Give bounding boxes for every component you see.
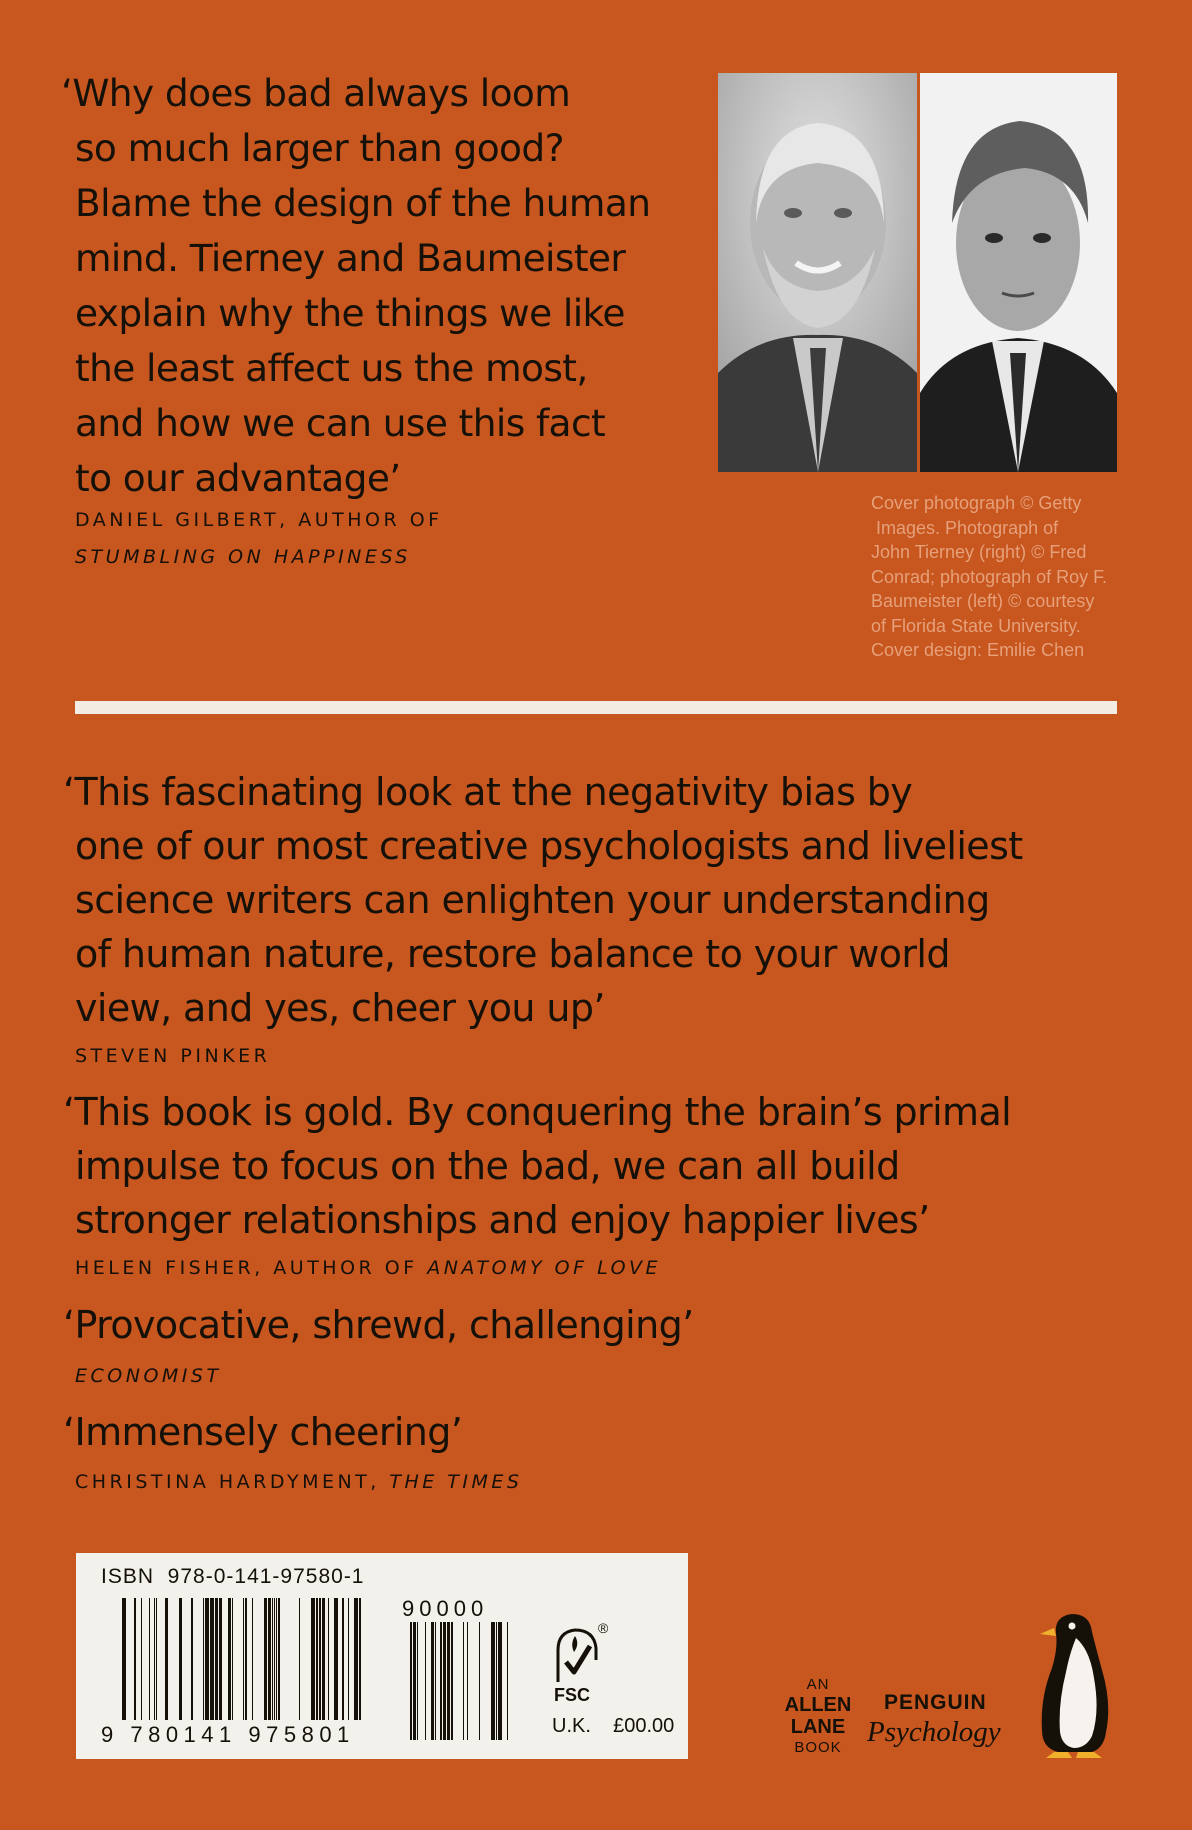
barcode-bar [342,1598,344,1720]
quote-line: ‘Immensely cheering’ [63,1410,463,1454]
barcode-bar [447,1622,450,1740]
price-label: U.K. £00.00 [552,1715,675,1737]
quote-line: so much larger than good? [75,126,564,170]
barcode-bar [156,1598,157,1720]
barcode-bar [205,1598,209,1720]
attribution-work-title: ANATOMY OF LOVE [427,1257,662,1279]
barcode-bar [507,1622,508,1740]
barcode-bar [431,1622,434,1740]
attribution-name: HELEN FISHER, AUTHOR OF [75,1257,428,1279]
quote-line: mind. Tierney and Baumeister [75,236,626,280]
psychology-wordmark: Psychology [867,1716,1001,1748]
quote-line: science writers can enlighten your understanding [75,878,990,922]
barcode-bar [191,1598,193,1720]
barcode-bar [245,1598,247,1720]
portrait-baumeister [718,73,917,472]
attribution-economist [75,1365,222,1387]
barcode-bar [149,1598,150,1720]
quote-fisher [63,1085,1011,1247]
imprint-allen: ALLEN [784,1694,852,1716]
barcode-bar [319,1598,321,1720]
barcode-bar [264,1598,267,1720]
quote-line: ‘Provocative, shrewd, challenging’ [63,1303,694,1347]
quote-line: view, and yes, cheer you up’ [75,986,605,1030]
imprint-lane: LANE [790,1716,846,1738]
photo-credit [871,491,1111,663]
attribution-pinker [75,1045,270,1067]
divider-bar [75,701,1117,714]
attribution-work-title: THE TIMES [389,1471,523,1493]
quote-times [63,1405,462,1459]
barcode-addon-digits: 90000 [402,1596,489,1621]
barcode-bar [451,1622,453,1740]
quote-line: explain why the things we like [75,291,625,335]
barcode-bar [496,1622,497,1740]
quote-line: ‘This fascinating look at the negativity bias by [63,770,913,814]
barcode-bar [154,1598,155,1720]
quote-line: ‘This book is gold. By conquering the brain’s primal [63,1090,1012,1134]
barcode-bar [359,1598,361,1720]
barcode-bar [443,1622,446,1740]
barcode-bar [435,1622,436,1740]
barcode-bar [299,1598,300,1720]
barcode-bar [322,1598,325,1720]
barcode-bar [203,1598,204,1720]
attribution-gilbert-work [75,546,411,568]
barcode-bar [122,1598,126,1720]
quote-economist [63,1298,694,1352]
barcode-bar [219,1598,222,1720]
isbn-label: ISBN 978-0-141-97580-1 [101,1565,365,1588]
attribution-work-title: STUMBLING ON HAPPINESS [75,546,411,568]
quote-line: of human nature, restore balance to your world [75,932,950,976]
barcode-bar [165,1598,168,1720]
barcode-bar [278,1598,280,1720]
quote-gilbert [61,66,650,506]
quote-line: the least affect us the most, [75,346,588,390]
quote-line: and how we can use this fact [75,401,606,445]
barcode-bar [252,1598,253,1720]
penguin-icon [1032,1608,1116,1760]
barcode-bar [440,1622,442,1740]
barcode-bar [413,1622,416,1740]
barcode-bar [243,1598,244,1720]
attribution-fisher [75,1257,661,1279]
author-photo-left [718,73,917,472]
barcode-bar [498,1622,502,1740]
attribution-times [75,1471,522,1493]
barcode-bar [268,1598,271,1720]
credit-line: Baumeister (left) © courtesy [871,591,1095,611]
quote-line: ‘Why does bad always loom [61,71,571,115]
allen-lane-imprint [778,1675,858,1757]
barcode-bar [491,1622,495,1740]
imprint-book: BOOK [794,1739,842,1756]
quote-line: stronger relationships and enjoy happier lives’ [75,1198,930,1242]
barcode-bar [276,1598,277,1720]
credit-line: Conrad; photograph of Roy F. [871,566,1108,587]
barcode-bar [228,1598,231,1720]
credit-line: Images. Photograph of [871,517,1059,538]
attribution-gilbert [75,509,443,531]
barcode-bar [354,1598,358,1720]
attribution-work-title: ECONOMIST [75,1365,222,1387]
portrait-tierney [920,73,1117,472]
barcode-bar [348,1598,349,1720]
barcode-bar [274,1598,275,1720]
credit-line: John Tierney (right) © Fred [871,542,1087,562]
barcode-bar [463,1622,464,1740]
quote-line: to our advantage’ [75,456,401,500]
barcode-bar [141,1598,142,1720]
penguin-wordmark: PENGUIN [884,1691,987,1714]
author-photo-right [920,73,1117,472]
barcode-bar [272,1598,273,1720]
imprint-an: AN [806,1676,830,1693]
quote-line: Blame the design of the human [75,181,651,225]
attribution-name: CHRISTINA HARDYMENT, [75,1471,390,1493]
credit-line: Cover design: Emilie Chen [871,640,1085,660]
barcode-bar [215,1598,218,1720]
barcode-bar [328,1598,329,1720]
barcode-bars [122,1598,362,1728]
barcode-bar [179,1598,182,1720]
barcode-bar [232,1598,233,1720]
penguin-logo [1032,1608,1116,1760]
barcode-bar [311,1598,315,1720]
attribution-name: DANIEL GILBERT, AUTHOR OF [75,509,443,531]
barcode-digits: 9 780141 975801 [101,1722,355,1747]
barcode-bar [417,1622,418,1740]
barcode-bar [410,1622,412,1740]
credit-line: Cover photograph © Getty [871,493,1082,513]
addon-barcode-bars [398,1622,518,1740]
barcode-bar [316,1598,318,1720]
attribution-name: STEVEN PINKER [75,1045,271,1067]
barcode-bar [334,1598,338,1720]
barcode-bar [134,1598,136,1720]
registered-mark: ® [598,1620,609,1636]
barcode-bar [210,1598,214,1720]
quote-pinker [63,765,1023,1035]
quote-line: impulse to focus on the bad, we can all build [75,1144,900,1188]
barcode-bar [467,1622,468,1740]
credit-line: of Florida State University. [871,615,1081,636]
quote-line: one of our most creative psychologists and liveliest [75,824,1023,868]
barcode-bar [479,1622,480,1740]
fsc-label: FSC [554,1685,590,1705]
barcode-bar [425,1622,426,1740]
